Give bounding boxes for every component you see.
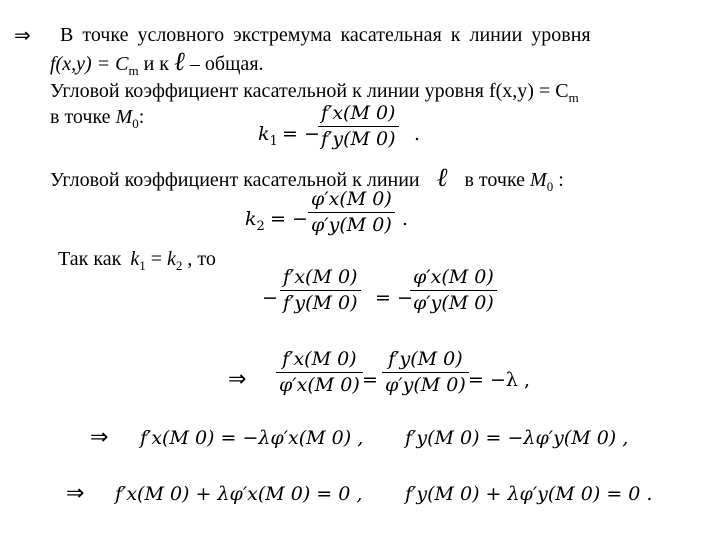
eq1-den-phi: φ′y(M 0): [410, 290, 497, 313]
eq1-minus: −: [262, 287, 278, 309]
k2-tail: .: [402, 208, 409, 230]
k2-denominator: φ′y(M 0): [308, 212, 395, 235]
eq2-fraction-y: [382, 350, 469, 395]
eq1-fraction-phi: [410, 268, 497, 313]
slope-curve-text: Угловой коэффициент касательной к линии: [50, 169, 420, 191]
ell-symbol-2: ℓ: [436, 163, 448, 193]
k1-inline: k: [130, 248, 140, 270]
k2-inline-sub: 2: [175, 258, 183, 273]
k2-fraction: [308, 190, 395, 235]
text-line-3: [50, 80, 579, 106]
eq2-equals-1: =: [362, 369, 378, 391]
k1-inline-sub: 1: [139, 258, 146, 273]
and-to: и к: [143, 53, 170, 75]
k1-eq: = −: [282, 123, 320, 145]
eq2-fraction-x: [276, 350, 363, 395]
since-text: Так как: [58, 248, 122, 270]
k2-numerator: φ′x(M 0): [311, 188, 392, 210]
k1-denominator: f′y(M 0): [318, 126, 399, 149]
eq2-num-x: f′x(M 0): [282, 348, 357, 370]
k1-fraction: [318, 104, 399, 149]
implies-arrow-2: ⇒: [228, 367, 247, 392]
eq1-fraction-f: [280, 268, 361, 313]
text-line-4: [50, 106, 144, 132]
equals-inline: =: [150, 248, 162, 270]
level-function: f(x,y) = C: [50, 53, 129, 75]
point-m-2: M: [530, 169, 547, 191]
point-subscript: 0: [132, 116, 139, 131]
text-line-2: [50, 47, 264, 79]
eq4-left: f′x(M 0) + λφ′x(M 0) = 0 ,: [115, 483, 363, 505]
implies-arrow-4: ⇒: [66, 481, 85, 506]
point-subscript-2: 0: [546, 179, 554, 194]
at-point-text: в точке: [50, 106, 111, 128]
eq1-num-f: f′x(M 0): [283, 266, 358, 288]
level-subscript-2: m: [568, 90, 579, 105]
point-m: M: [115, 106, 133, 128]
eq1-num-phi: φ′x(M 0): [413, 266, 494, 288]
eq2-lambda: = −λ ,: [468, 369, 531, 391]
text-line-1: В точке условного экстремума касательная к линии уровня: [60, 24, 591, 46]
ell-symbol: ℓ: [174, 47, 185, 77]
eq1-equals: = −: [375, 287, 413, 309]
level-subscript: m: [128, 63, 139, 78]
k2-lhs: $k_2$: [245, 208, 265, 234]
k1-tail: .: [414, 123, 421, 145]
text-line-6: [58, 248, 216, 274]
at-point-text-2: в точке: [464, 169, 526, 191]
implies-arrow-3: ⇒: [90, 425, 109, 450]
k1-lhs: $k_1$: [258, 123, 278, 149]
then-text: , то: [187, 248, 216, 270]
eq3-left: f′x(M 0) = −λφ′x(M 0) ,: [140, 427, 364, 449]
eq1-den-f: f′y(M 0): [280, 290, 361, 313]
slope-level-text: Угловой коэффициент касательной к линии уровня f(x,y) = C: [50, 80, 569, 102]
eq2-den-x: φ′x(M 0): [276, 372, 363, 395]
eq4-right: f′y(M 0) + λφ′y(M 0) = 0 .: [405, 483, 653, 505]
colon: :: [138, 106, 145, 128]
text-line-5: [50, 163, 564, 195]
eq2-den-y: φ′y(M 0): [382, 372, 469, 395]
k1-numerator: f′x(M 0): [321, 102, 396, 124]
k2-inline: k: [167, 248, 176, 270]
k2-eq: = −: [270, 208, 308, 230]
colon-2: :: [558, 169, 564, 191]
eq2-num-y: f′y(M 0): [388, 348, 463, 370]
implies-arrow-1: ⇒: [14, 23, 31, 47]
common-text: – общая.: [189, 53, 264, 75]
eq3-right: f′y(M 0) = −λφ′y(M 0) ,: [405, 427, 629, 449]
